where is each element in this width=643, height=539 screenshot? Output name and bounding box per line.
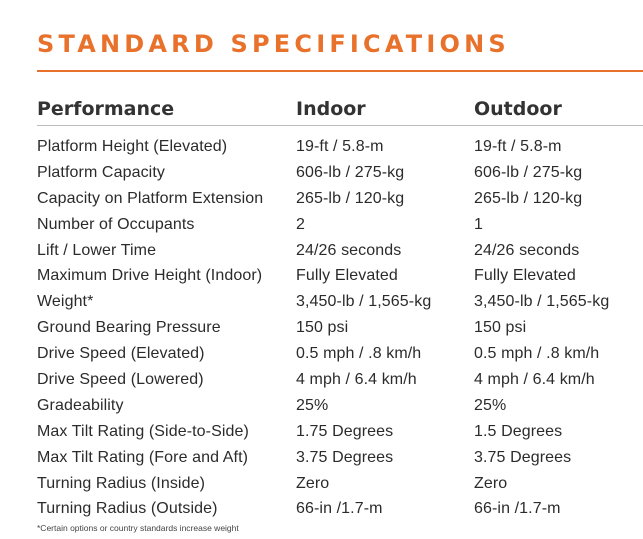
table-row xyxy=(37,188,643,214)
spec-outdoor-value: 1.5 Degrees xyxy=(474,422,563,440)
table-row xyxy=(37,136,643,162)
table-row xyxy=(37,395,643,421)
spec-label: Max Tilt Rating (Fore and Aft) xyxy=(37,448,249,466)
footnote: *Certain options or country standards increase weight xyxy=(37,523,239,533)
spec-outdoor-value: 66-in /1.7-m xyxy=(474,500,561,518)
spec-label: Drive Speed (Lowered) xyxy=(37,371,204,389)
spec-outdoor-value: 3.75 Degrees xyxy=(474,448,572,466)
table-row xyxy=(37,369,643,395)
spec-indoor-value: 2 xyxy=(296,215,305,233)
spec-outdoor-value: Zero xyxy=(474,474,508,492)
spec-indoor-value: 0.5 mph / .8 km/h xyxy=(296,345,422,363)
spec-indoor-value: 1.75 Degrees xyxy=(296,422,394,440)
spec-outdoor-value: 25% xyxy=(474,396,507,414)
spec-label: Platform Capacity xyxy=(37,163,165,181)
spec-label: Drive Speed (Elevated) xyxy=(37,345,205,363)
table-row xyxy=(37,421,643,447)
spec-indoor-value: 24/26 seconds xyxy=(296,241,402,259)
spec-indoor-value: 150 psi xyxy=(296,319,349,337)
spec-outdoor-value: 265-lb / 120-kg xyxy=(474,189,583,207)
spec-label: Ground Bearing Pressure xyxy=(37,319,221,337)
spec-indoor-value: 606-lb / 275-kg xyxy=(296,163,405,181)
table-row xyxy=(37,343,643,369)
page-title: STANDARD SPECIFICATIONS xyxy=(37,30,510,58)
spec-outdoor-value: 606-lb / 275-kg xyxy=(474,163,583,181)
header-outdoor: Outdoor xyxy=(474,98,562,120)
spec-indoor-value: Fully Elevated xyxy=(296,267,398,285)
table-row xyxy=(37,162,643,188)
spec-outdoor-value: Fully Elevated xyxy=(474,267,576,285)
spec-label: Turning Radius (Outside) xyxy=(37,500,218,518)
header-divider xyxy=(37,125,643,126)
table-row xyxy=(37,317,643,343)
spec-label: Weight* xyxy=(37,293,94,311)
spec-outdoor-value: 1 xyxy=(474,215,483,233)
table-row xyxy=(37,447,643,473)
spec-outdoor-value: 19-ft / 5.8-m xyxy=(474,138,562,155)
spec-indoor-value: 19-ft / 5.8-m xyxy=(296,138,384,155)
table-row xyxy=(37,214,643,240)
spec-outdoor-value: 4 mph / 6.4 km/h xyxy=(474,371,595,389)
table-row xyxy=(37,473,643,499)
spec-label: Number of Occupants xyxy=(37,215,195,233)
spec-indoor-value: 3.75 Degrees xyxy=(296,448,394,466)
table-row xyxy=(37,265,643,291)
spec-label: Max Tilt Rating (Side-to-Side) xyxy=(37,422,249,440)
table-header-row xyxy=(37,96,643,122)
spec-outdoor-value: 24/26 seconds xyxy=(474,241,580,259)
spec-label: Lift / Lower Time xyxy=(37,241,157,259)
table-row xyxy=(37,240,643,266)
spec-label: Maximum Drive Height (Indoor) xyxy=(37,267,263,285)
title-divider xyxy=(37,70,643,72)
spec-indoor-value: 25% xyxy=(296,396,329,414)
header-performance: Performance xyxy=(37,98,175,120)
table-row xyxy=(37,498,643,524)
spec-table-body xyxy=(37,136,643,524)
spec-indoor-value: 265-lb / 120-kg xyxy=(296,189,405,207)
spec-label: Capacity on Platform Extension xyxy=(37,189,264,207)
spec-indoor-value: 66-in /1.7-m xyxy=(296,500,383,518)
table-row xyxy=(37,291,643,317)
spec-outdoor-value: 3,450-lb / 1,565-kg xyxy=(474,293,610,311)
spec-label: Platform Height (Elevated) xyxy=(37,138,228,155)
spec-outdoor-value: 0.5 mph / .8 km/h xyxy=(474,345,600,363)
header-indoor: Indoor xyxy=(296,98,366,120)
spec-outdoor-value: 150 psi xyxy=(474,319,527,337)
spec-indoor-value: 4 mph / 6.4 km/h xyxy=(296,371,417,389)
spec-label: Turning Radius (Inside) xyxy=(37,474,206,492)
spec-label: Gradeability xyxy=(37,396,124,414)
spec-indoor-value: Zero xyxy=(296,474,330,492)
spec-indoor-value: 3,450-lb / 1,565-kg xyxy=(296,293,432,311)
